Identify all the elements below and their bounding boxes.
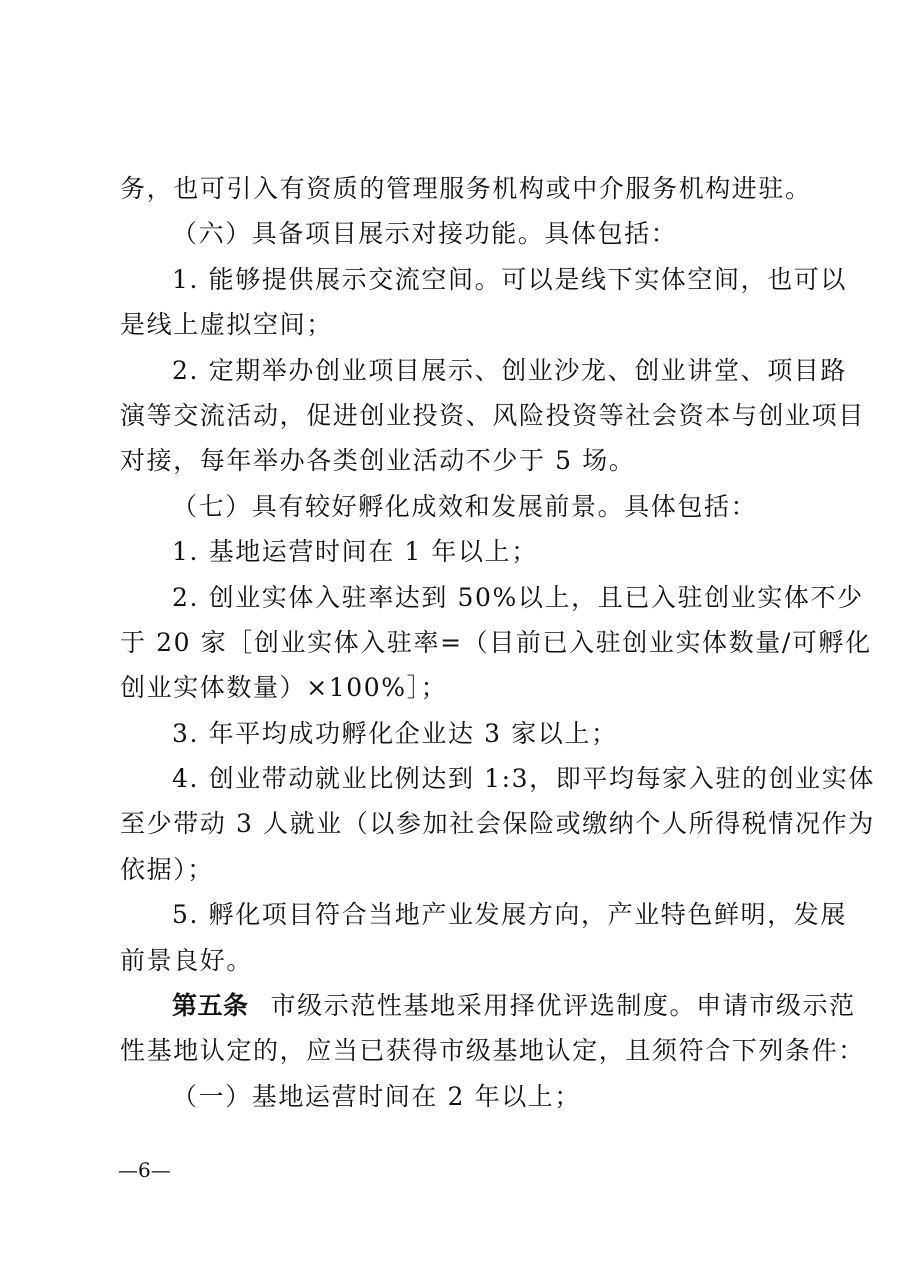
page-number: —6— [118,1158,171,1182]
article-5-line [120,983,856,1028]
paragraph-line: 务，也可引入有资质的管理服务机构或中介服务机构进驻。 [120,174,812,203]
paragraph-line: 依据）； [120,854,214,884]
document-body [120,166,875,1119]
section-heading-7: （七）具有较好孵化成效和发展前景。具体包括： [172,491,758,521]
section-heading-6: （六）具备项目展示对接功能。具体包括： [172,219,678,249]
paragraph-line: 性基地认定的，应当已获得市级基地认定，且须符合下列条件： [120,1036,865,1066]
paragraph-line: 是线上虚拟空间； [120,310,333,340]
paragraph-line: 于 20 家［创业实体入驻率=（目前已入驻创业实体数量/可孵化 [120,627,872,657]
list-item-1: 1. 基地运营时间在 1 年以上； [172,537,538,567]
paragraph-line: 对接，每年举办各类创业活动不少于 5 场。 [120,446,636,476]
list-item-5: 5. 孵化项目符合当地产业发展方向，产业特色鲜明，发展 [172,900,848,930]
list-item-2: 2. 创业实体入驻率达到 50%以上，且已入驻创业实体不少 [172,582,864,612]
section-heading-1: （一）基地运营时间在 2 年以上； [172,1081,582,1111]
list-item-3: 3. 年平均成功孵化企业达 3 家以上； [172,718,618,748]
article-text: 市级示范性基地采用择优评选制度。申请市级示范 [270,991,856,1021]
paragraph-line: 至少带动 3 人就业（以参加社会保险或缴纳个人所得税情况作为 [120,809,875,839]
article-label: 第五条 [172,991,249,1021]
list-item-4: 4. 创业带动就业比例达到 1:3，即平均每家入驻的创业实体 [172,764,875,794]
list-item-1: 1. 能够提供展示交流空间。可以是线下实体空间，也可以 [172,264,848,294]
list-item-2: 2. 定期举办创业项目展示、创业沙龙、创业讲堂、项目路 [172,355,848,385]
paragraph-line: 前景良好。 [120,945,254,975]
paragraph-line: 创业实体数量）×100%］； [120,673,448,703]
paragraph-line: 演等交流活动，促进创业投资、风险投资等社会资本与创业项目 [120,400,865,430]
